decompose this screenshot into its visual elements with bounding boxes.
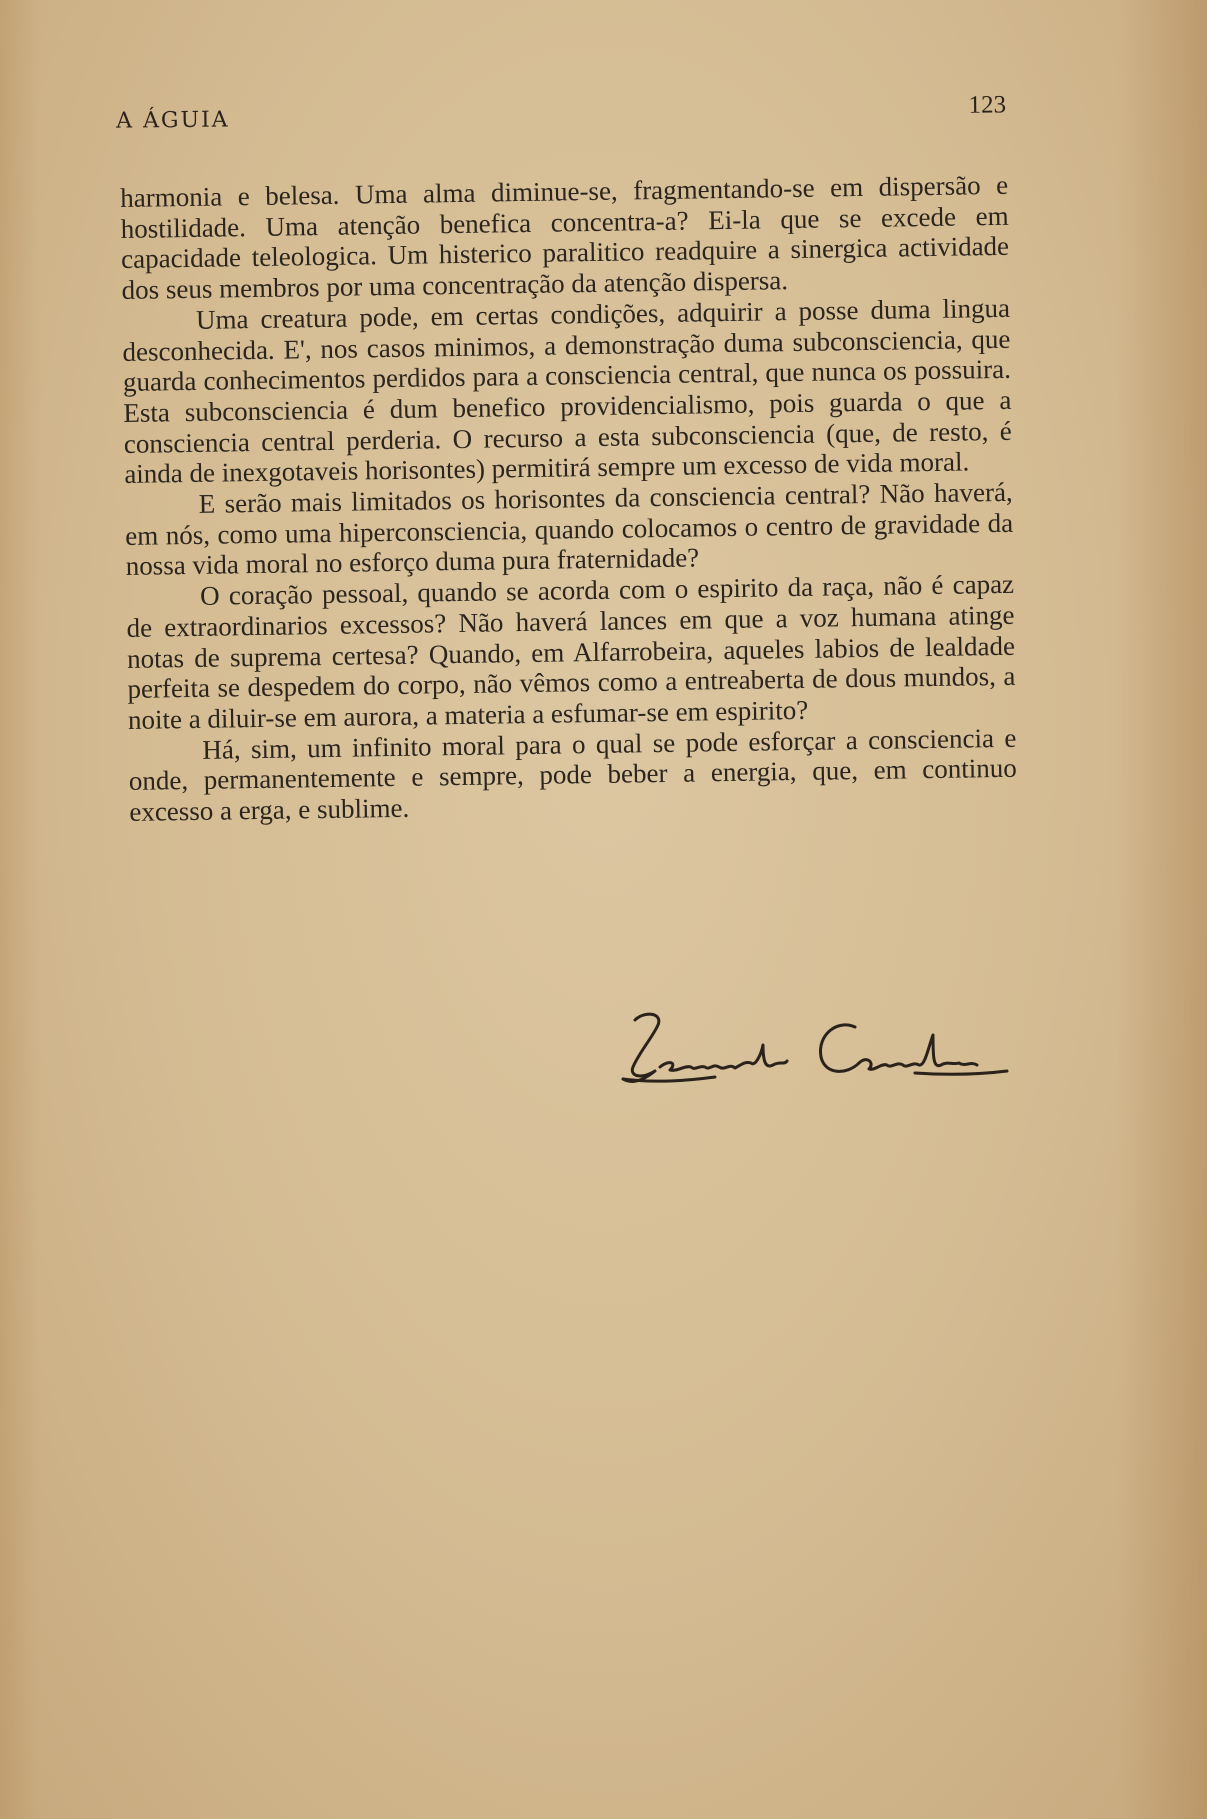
paragraph-2: Uma creatura pode, em certas condições, adquirir a posse duma lingua desconhecida. E', nos casos minimos, a demonstração duma subconsciencia, que guarda conhecimentos perdidos para a consciencia central, que nunca os possuira. Esta subconsciencia é dum benefico providencialismo, pois guarda o que a consciencia central perderia. O recurso a esta subconsciencia (que, de resto, é ainda de inexgotaveis horisontes) permitirá sempre um excesso de vida moral. bbox=[122, 292, 1012, 490]
page-number: 123 bbox=[968, 91, 1007, 119]
signature-icon bbox=[615, 1005, 1015, 1095]
paragraph-5: Há, sim, um infinito moral para o qual se pode esforçar a consciencia e onde, permanentemente e sempre, pode beber a energia, que, em continuo excesso a erga, e sublime. bbox=[128, 722, 1018, 827]
article-body bbox=[120, 170, 1017, 828]
handwritten-signature bbox=[615, 1005, 1015, 1095]
paragraph-1: harmonia e belesa. Uma alma diminue-se, fragmentando-se em dispersão e hostilidade. Uma atenção benefica concentra-a? Ei-la que se excede em capacidade teleologica. Um histerico paralitico readquire a sinergica actividade dos seus membros por uma concentração da atenção dispersa. bbox=[120, 169, 1010, 306]
paragraph-3: E serão mais limitados os horisontes da consciencia central? Não haverá, em nós, como uma hiperconsciencia, quando colocamos o centro de gravidade da nossa vida moral no esforço duma pura fraternidade? bbox=[125, 476, 1014, 582]
running-header bbox=[116, 91, 1007, 134]
paragraph-4: O coração pessoal, quando se acorda com o espirito da raça, não é capaz de extraordinarios excessos? Não haverá lances em que a voz humana atinge notas de suprema certesa? Quando, em Alfarrobeira, aqueles labios de lealdade perfeita se despedem do corpo, não vêmos como a entreaberta de dous mundos, a noite a diluir-se em aurora, a materia a esfumar-se em espirito? bbox=[126, 568, 1016, 735]
journal-title: A ÁGUIA bbox=[116, 107, 230, 134]
